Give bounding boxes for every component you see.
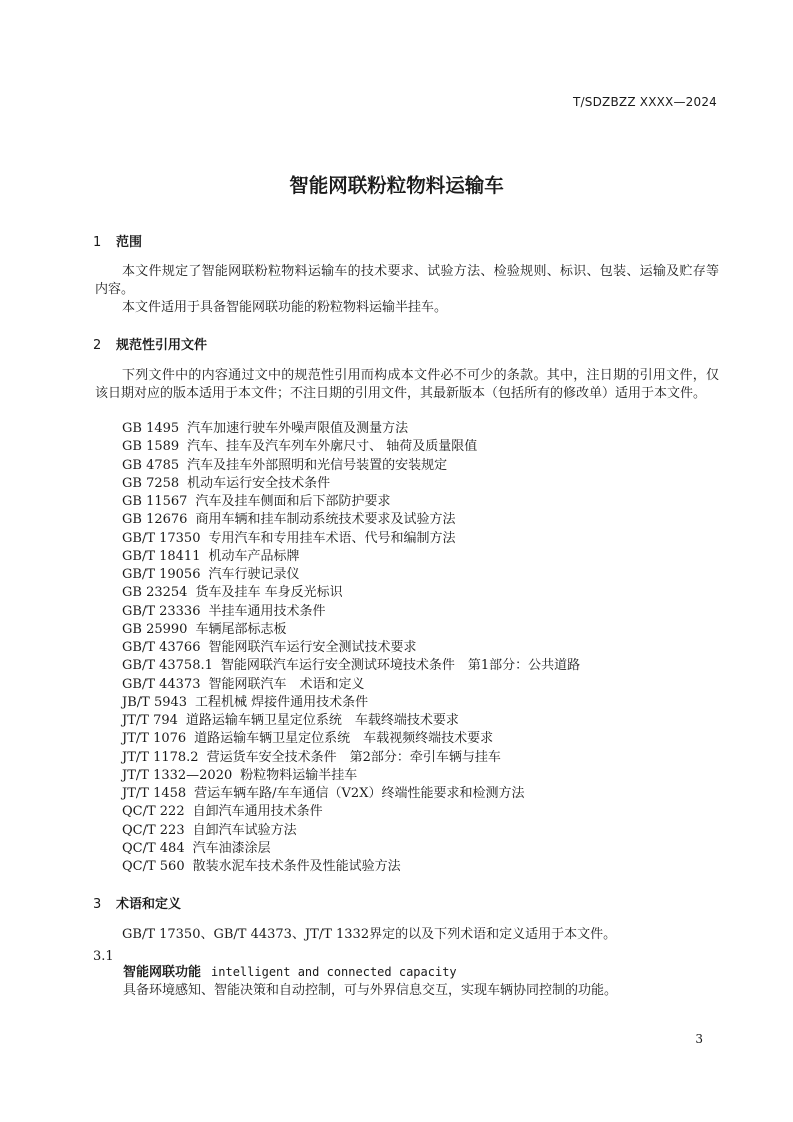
reference-code: GB/T 18411 [122, 548, 201, 564]
reference-item [122, 420, 580, 438]
reference-code: JB/T 5943 [122, 694, 188, 710]
reference-code: GB 23254 [122, 585, 188, 601]
reference-list [122, 420, 580, 876]
reference-code: GB 4785 [122, 457, 180, 473]
reference-item [122, 712, 580, 730]
reference-item [122, 730, 580, 748]
term-number: 3.1 [93, 949, 114, 964]
reference-code: JT/T 1076 [122, 731, 187, 747]
reference-title: 散装水泥车技术条件及性能试验方法 [192, 859, 401, 874]
reference-title: 汽车行驶记录仪 [208, 567, 300, 582]
section-3-heading [93, 893, 181, 912]
reference-item [122, 457, 580, 475]
reference-code: GB 12676 [122, 512, 188, 528]
section-number: 3 [93, 897, 102, 912]
scope-paragraph-1: 本文件规定了智能网联粉粒物料运输车的技术要求、试验方法、检验规则、标识、包装、运输及贮存等内容。 [95, 264, 719, 297]
reference-item [122, 511, 580, 529]
reference-item [122, 822, 580, 840]
reference-code: GB 25990 [122, 621, 188, 637]
reference-title: 自卸汽车通用技术条件 [192, 804, 323, 820]
reference-code: GB/T 23336 [122, 603, 201, 619]
reference-code: GB/T 44373 [122, 676, 201, 692]
reference-code: GB/T 17350 [122, 530, 201, 546]
reference-item [122, 676, 580, 694]
reference-title: 自卸汽车试验方法 [192, 822, 297, 838]
reference-title: 工程机械 焊接件通用技术条件 [195, 694, 369, 710]
section-title: 范围 [116, 235, 143, 250]
reference-title: 专用汽车和专用挂车术语、代号和编制方法 [208, 530, 456, 546]
reference-code: JT/T 1458 [122, 786, 187, 801]
reference-code: GB/T 43766 [122, 640, 201, 655]
reference-title: 汽车加速行驶车外噪声限值及测量方法 [187, 421, 409, 436]
reference-title: 机动车运行安全技术条件 [187, 475, 331, 491]
reference-item [122, 785, 580, 803]
document-code: T/SDZBZZ XXXX—2024 [573, 95, 717, 109]
section-2-heading [93, 334, 207, 353]
reference-code: JT/T 794 [122, 713, 178, 728]
reference-code: QC/T 222 [122, 804, 185, 820]
reference-title: 道路运输车辆卫星定位系统 车载终端技术要求 [185, 713, 459, 728]
page-number: 3 [695, 1032, 703, 1046]
section-number: 1 [93, 235, 102, 250]
reference-title: 汽车及挂车侧面和后下部防护要求 [195, 494, 391, 509]
reference-title: 智能网联汽车 术语和定义 [208, 676, 365, 692]
reference-title: 营运货车安全技术条件 第2部分：牵引车辆与挂车 [206, 749, 501, 765]
reference-code: GB 7258 [122, 475, 180, 491]
reference-code: JT/T 1178.2 [122, 749, 199, 765]
reference-item [122, 657, 580, 675]
reference-item [122, 530, 580, 548]
reference-code: GB/T 43758.1 [122, 658, 213, 674]
term-entry [123, 963, 617, 1000]
reference-item [122, 767, 580, 785]
term-english: intelligent and connected capacity [211, 965, 457, 979]
reference-code: GB 1589 [122, 439, 180, 455]
terms-intro: GB/T 17350、GB/T 44373、JT/T 1332界定的以及下列术语和定义适用于本文件。 [122, 927, 617, 942]
section-title: 术语和定义 [116, 897, 182, 912]
reference-title: 汽车油漆涂层 [192, 840, 271, 856]
reference-item [122, 858, 580, 876]
reference-title: 智能网联汽车运行安全测试技术要求 [208, 640, 417, 655]
references-intro: 下列文件中的内容通过文中的规范性引用而构成本文件必不可少的条款。其中，注日期的引用文件，仅该日期对应的版本适用于本文件；不注日期的引用文件，其最新版本（包括所有的修改单）适用于本文件。 [95, 368, 719, 401]
reference-title: 车辆尾部标志板 [195, 621, 287, 637]
reference-title: 智能网联汽车运行安全测试环境技术条件 第1部分：公共道路 [220, 658, 581, 674]
reference-title: 货车及挂车 车身反光标识 [195, 585, 343, 601]
document-title: 智能网联粉粒物料运输车 [289, 174, 504, 197]
reference-title: 营运车辆车路/车车通信（V2X）终端性能要求和检测方法 [194, 786, 525, 801]
reference-item [122, 803, 580, 821]
reference-title: 汽车、挂车及汽车列车外廓尺寸、 轴荷及质量限值 [187, 439, 478, 455]
reference-title: 道路运输车辆卫星定位系统 车载视频终端技术要求 [194, 731, 494, 747]
reference-item [122, 566, 580, 584]
reference-item [122, 438, 580, 456]
reference-item [122, 603, 580, 621]
reference-code: GB 11567 [122, 494, 188, 509]
reference-title: 粉粒物料运输半挂车 [240, 767, 358, 783]
reference-item [122, 694, 580, 712]
reference-item [122, 639, 580, 657]
reference-code: JT/T 1332—2020 [122, 767, 233, 783]
reference-title: 商用车辆和挂车制动系统技术要求及试验方法 [195, 512, 456, 528]
reference-item [122, 621, 580, 639]
reference-code: GB/T 19056 [122, 567, 201, 582]
scope-paragraph-2: 本文件适用于具备智能网联功能的粉粒物料运输半挂车。 [122, 300, 448, 315]
reference-title: 汽车及挂车外部照明和光信号装置的安装规定 [187, 457, 448, 473]
section-title: 规范性引用文件 [116, 338, 208, 353]
reference-item [122, 493, 580, 511]
reference-title: 半挂车通用技术条件 [208, 603, 326, 619]
reference-title: 机动车产品标牌 [208, 548, 300, 564]
term-chinese: 智能网联功能 [123, 965, 202, 980]
reference-code: QC/T 223 [122, 822, 185, 838]
reference-item [122, 475, 580, 493]
reference-code: QC/T 560 [122, 859, 185, 874]
reference-code: QC/T 484 [122, 840, 185, 856]
reference-item [122, 840, 580, 858]
section-1-heading [93, 231, 142, 250]
reference-code: GB 1495 [122, 421, 180, 436]
reference-item [122, 548, 580, 566]
section-number: 2 [93, 338, 102, 353]
reference-item [122, 584, 580, 602]
reference-item [122, 749, 580, 767]
term-definition: 具备环境感知、智能决策和自动控制，可与外界信息交互，实现车辆协同控制的功能。 [123, 983, 618, 998]
